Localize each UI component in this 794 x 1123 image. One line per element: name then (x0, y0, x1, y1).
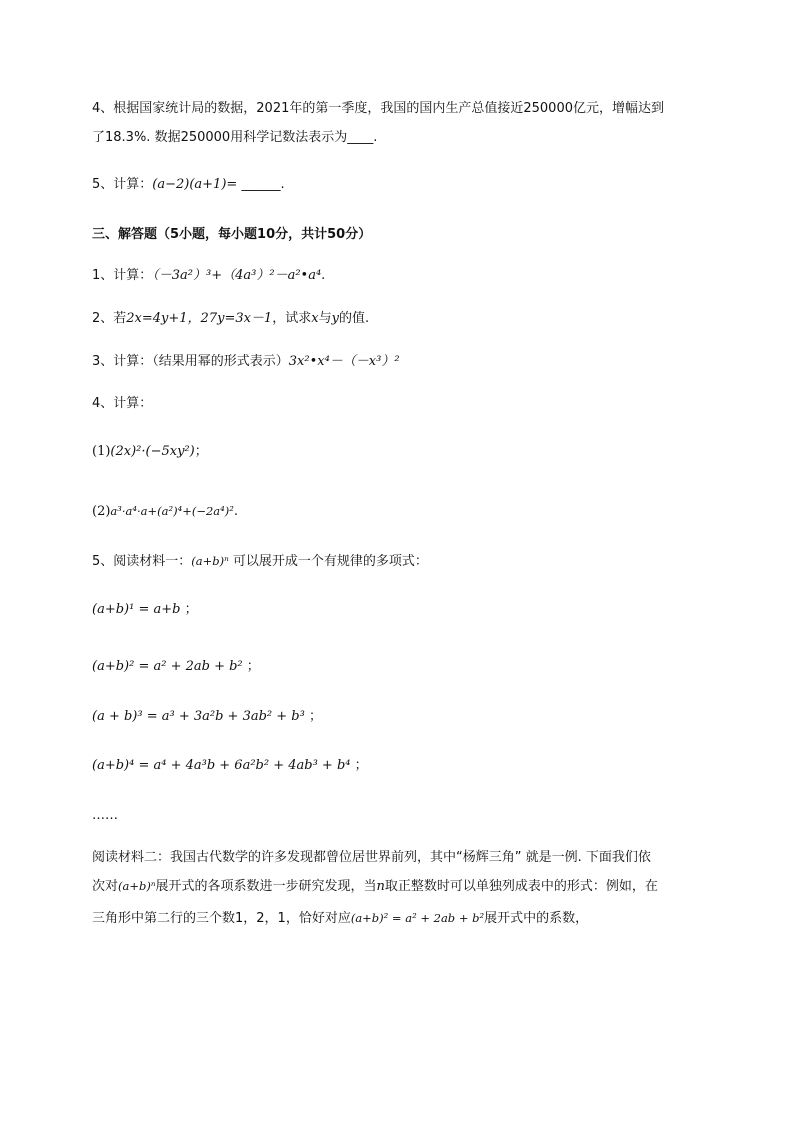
problem-5 (92, 551, 428, 572)
problem-2-text-c: 与 (318, 311, 332, 326)
problem-2-text-d: 的值. (338, 311, 370, 326)
expansion-1-expr: (a+b)¹ = a+b (92, 602, 181, 617)
problem-1-expression: （－3a²）³+（4a³）²－a²•a⁴. (152, 268, 326, 283)
ellipsis: …… (92, 808, 118, 823)
var-n: n (376, 879, 385, 894)
expansion-3 (92, 707, 322, 727)
expansion-4 (92, 756, 368, 776)
problem-1-label: 1、计算： (92, 268, 153, 283)
m2-expression: (a+b)ⁿ (118, 879, 156, 893)
expansion-3-expr: (a + b)³ = a³ + 3a²b + 3ab² + b³ (92, 709, 305, 724)
sub1-end: ； (194, 444, 208, 459)
semicolon: ； (246, 659, 260, 674)
problem-3-expression: 3x²•x⁴－（－x³）² (288, 354, 400, 369)
m3-expression: (a+b)² = a² + 2ab + b² (350, 911, 485, 925)
m2-text-c: 取正整数时可以单独列成表中的形式：例如，在 (384, 879, 658, 894)
fill-in-q5 (92, 175, 285, 195)
expansion-2 (92, 657, 260, 677)
problem-3-label: 3、计算：（结果用幂的形式表示） (92, 354, 289, 369)
problem-2-text-b: ，试求 (272, 311, 312, 326)
problem-2-text: 2、若 (92, 311, 127, 326)
m3-text-b: 展开式中的系数， (484, 911, 589, 926)
var-x: x (311, 311, 319, 326)
q5-label: 5、计算： (92, 177, 153, 192)
fill-in-q4-line1: 4、根据国家统计局的数据，2021年的第一季度，我国的国内生产总值接近250000亿元，增幅达到 (92, 101, 664, 116)
fill-in-q4-line2: 了18.3%. 数据250000用科学记数法表示为____. (92, 130, 378, 145)
section-heading: 三、解答题（5小题，每小题10分，共计50分） (92, 227, 372, 242)
material-2-line1: 阅读材料二：我国古代数学的许多发现都曾位居世界前列，其中“杨辉三角” 就是一例. 下面我们依 (92, 850, 651, 865)
expansion-2-expr: (a+b)² = a² + 2ab + b² (92, 659, 243, 674)
problem-2-expression: 2x=4y+1，27y=3x－1 (126, 311, 273, 326)
semicolon: ； (308, 709, 322, 724)
m2-text-a: 次对 (92, 879, 119, 894)
semicolon: ； (354, 758, 368, 773)
problem-2 (92, 309, 369, 329)
expansion-4-expr: (a+b)⁴ = a⁴ + 4a³b + 6a²b² + 4ab³ + b⁴ (92, 758, 351, 773)
problem-1 (92, 266, 325, 286)
problem-3 (92, 352, 400, 372)
material-2-line3 (92, 908, 588, 929)
problem-4-label: 4、计算： (92, 396, 153, 411)
sub2-expression: a³·a⁴·a+(a²)⁴+(−2a⁴)² (110, 504, 234, 518)
problem-5-label: 5、阅读材料一： (92, 554, 192, 569)
m3-text-a: 三角形中第二行的三个数1，2，1，恰好对应 (92, 911, 351, 926)
problem-4-sub2 (92, 501, 238, 522)
sub2-prefix: (2) (92, 504, 111, 519)
problem-5-text: 可以展开成一个有规律的多项式： (232, 554, 428, 569)
problem-4-sub1 (92, 442, 208, 462)
sub1-expression: (2x)²·(−5xy²) (110, 444, 195, 459)
m2-text-b: 展开式的各项系数进一步研究发现，当 (155, 879, 377, 894)
sub2-end: . (233, 504, 238, 519)
expansion-1 (92, 600, 198, 620)
q5-expression: (a−2)(a+1)= (152, 177, 238, 192)
problem-5-expression: (a+b)ⁿ (191, 554, 229, 568)
semicolon: ； (184, 602, 198, 617)
q5-blank: ______. (241, 177, 285, 192)
var-y: y (331, 311, 339, 326)
material-2-line2 (92, 876, 658, 897)
sub1-prefix: (1) (92, 444, 111, 459)
